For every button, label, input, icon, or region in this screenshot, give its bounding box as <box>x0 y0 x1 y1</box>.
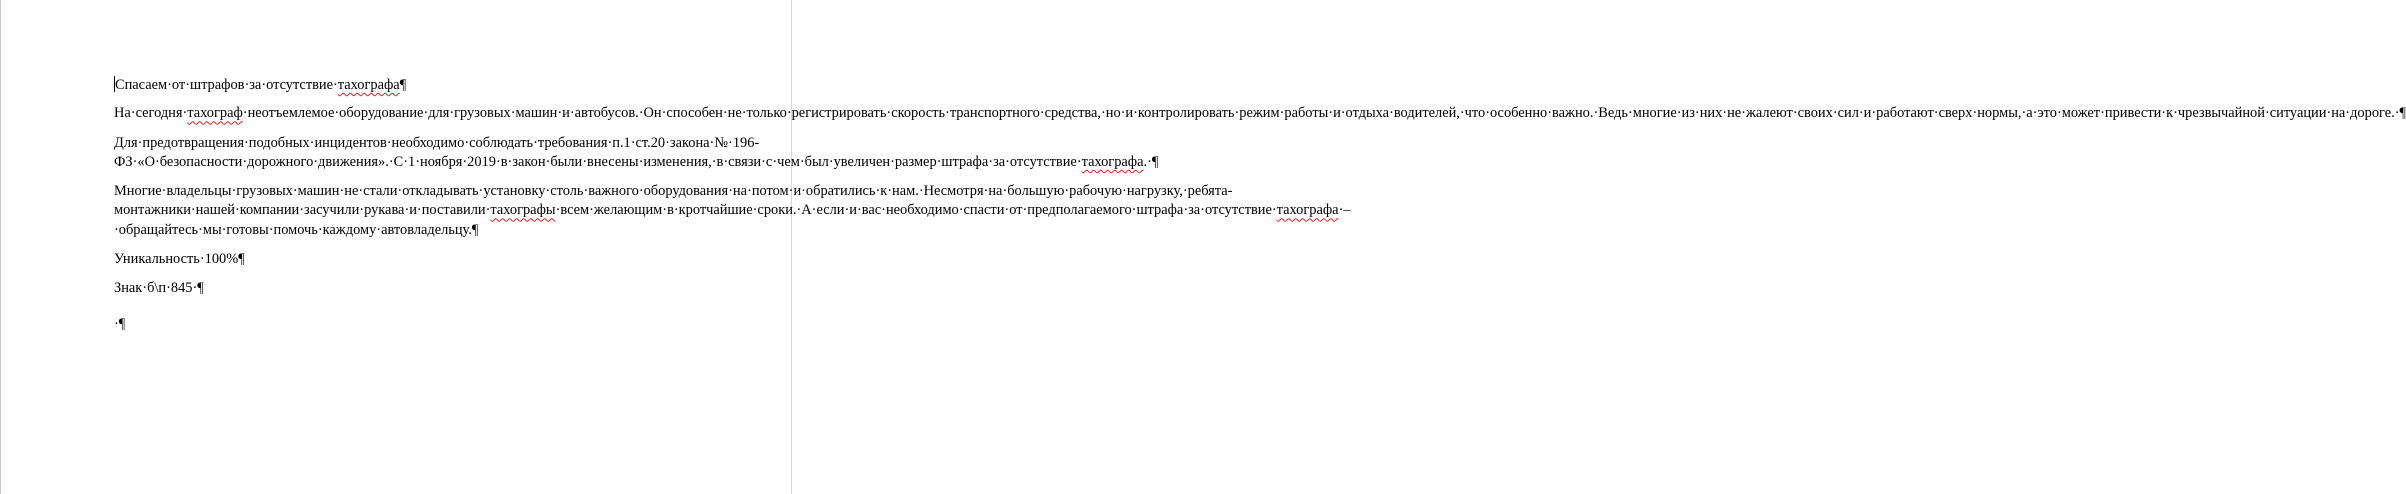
pilcrow-mark: ¶ <box>238 251 245 268</box>
empty-line-dot: · <box>114 315 119 332</box>
paragraph-text: На·сегодня· <box>114 105 188 122</box>
pilcrow-mark: ¶ <box>118 315 126 332</box>
paragraph-law[interactable] <box>114 134 1159 173</box>
pilcrow-mark: ¶ <box>471 221 479 238</box>
paragraph-text: ·неотъемлемое·оборудование·для·грузовых·машин·и·автобусов.·Он·способен·не·только·регистрировать·скорость·транспортного·средства,·но·и·контролировать·режим·работы·и·отдыха·водителей,·что·особенно·важно.·Ведь·многие·из·них·не·жалеют·своих·сил·и·работают·сверх·нормы,·а·это·может·привести·к·чрезвычайной·ситуации·на·дороге.· <box>242 105 2400 122</box>
paragraph-text: .· <box>1143 153 1152 170</box>
paragraph-text: ·–·обращайтесь·мы·готовы·помочь·каждому·автовладельцу. <box>114 202 1351 238</box>
pilcrow-mark: ¶ <box>1151 153 1159 170</box>
char-count-text: Знак·б\п·845· <box>114 280 198 297</box>
spelling-error-word[interactable]: тахографа <box>337 77 400 93</box>
paragraph-owners[interactable] <box>114 182 1351 240</box>
document-body[interactable] <box>114 76 2406 344</box>
document-title[interactable] <box>114 76 739 95</box>
spelling-error-word[interactable]: тахографа <box>1081 153 1144 170</box>
char-count-line[interactable] <box>114 279 739 298</box>
spelling-error-word[interactable]: тахограф <box>187 105 243 122</box>
pilcrow-mark: ¶ <box>399 77 407 93</box>
paragraph-text: Многие·владельцы·грузовых·машин·не·стали·откладывать·установку·столь·важного·оборудования·на·потом·и·обратились·к·нам.·Несмотря·на·большую·рабочую·нагрузку,·ребята-монтажники·нашей·компании·засучили·рукава·и·поставили· <box>114 183 1233 219</box>
uniqueness-text: Уникальность·100% <box>114 251 239 268</box>
spelling-error-word[interactable]: тахографа <box>1276 202 1339 219</box>
title-text: Спасаем·от·штрафов·за·отсутствие· <box>115 77 338 93</box>
page-left-edge <box>0 0 1 494</box>
pilcrow-mark: ¶ <box>2399 105 2406 122</box>
empty-paragraph[interactable] <box>114 315 739 334</box>
paragraph-text: Для·предотвращения·подобных·инцидентов·необходимо·соблюдать·требования·п.1·ст.20·закона·№·196-ФЗ·«О·безопасности·дорожного·движения».·С·1·ноября·2019·в·закон·были·внесены·изменения,·в·связи·с·чем·был·увеличен·размер·штрафа·за·отсутствие· <box>114 134 1082 170</box>
paragraph-text: ·всем·желающим·в·кротчайшие·сроки.·А·если·и·вас·необходимо·спасти·от·предполагаемого·штрафа·за·отсутствие· <box>555 202 1277 219</box>
uniqueness-line[interactable] <box>114 250 739 269</box>
spelling-error-word[interactable]: тахографы <box>490 202 556 219</box>
pilcrow-mark: ¶ <box>197 280 204 297</box>
paragraph-intro[interactable] <box>114 104 2406 123</box>
page-right-edge <box>791 0 792 494</box>
